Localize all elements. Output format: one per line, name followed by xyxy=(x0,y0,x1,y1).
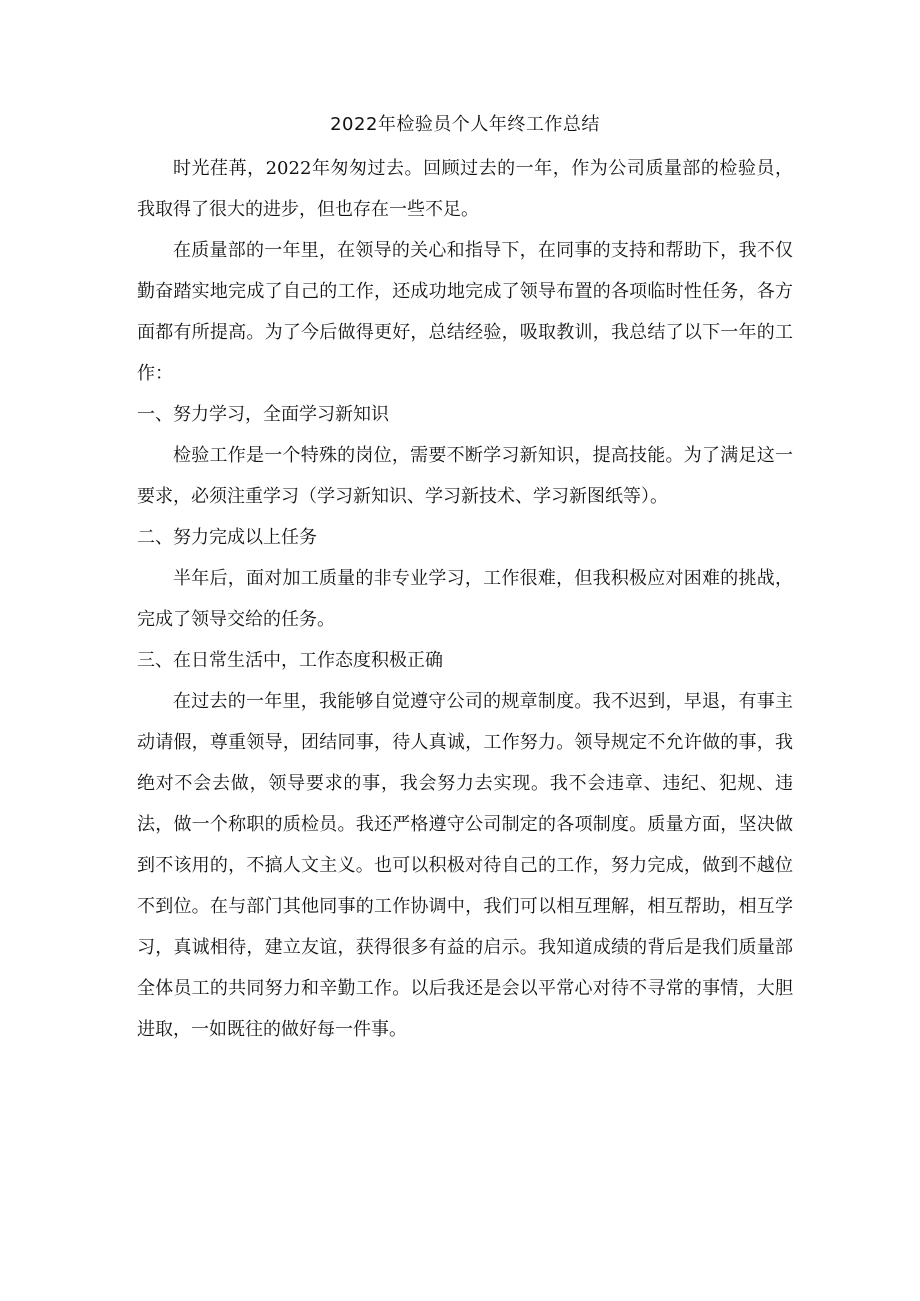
paragraph-section-3: 在过去的一年里，我能够自觉遵守公司的规章制度。我不迟到，早退，有事主动请假，尊重领导，团结同事，待人真诚，工作努力。领导规定不允许做的事，我绝对不会去做，领导要求的事，我会努力去实现。我不会违章、违纪、犯规、违法，做一个称职的质检员。我还严格遵守公司制定的各项制度。质量方面，坚决做到不该用的，不搞人文主义。也可以积极对待自己的工作，努力完成，做到不越位不到位。在与部门其他同事的工作协调中，我们可以相互理解，相互帮助，相互学习，真诚相待，建立友谊，获得很多有益的启示。我知道成绩的背后是我们质量部全体员工的共同努力和辛勤工作。以后我还是会以平常心对待不寻常的事情，大胆进取，一如既往的做好每一件事。 xyxy=(137,691,793,1040)
document-title: 2022年检验员个人年终工作总结 xyxy=(330,114,600,135)
section-heading-3: 三、在日常生活中，工作态度积极正确 xyxy=(137,650,443,671)
section-heading-1: 一、努力学习，全面学习新知识 xyxy=(137,404,389,425)
paragraph-section-2: 半年后，面对加工质量的非专业学习，工作很难，但我积极应对困难的挑战，完成了领导交给的任务。 xyxy=(137,568,793,630)
paragraph-overview: 在质量部的一年里，在领导的关心和指导下，在同事的支持和帮助下，我不仅勤奋踏实地完成了自己的工作，还成功地完成了领导布置的各项临时性任务，各方面都有所提高。为了今后做得更好，总结经验，吸取教训，我总结了以下一年的工作： xyxy=(137,240,793,384)
section-heading-2: 二、努力完成以上任务 xyxy=(137,527,317,548)
document-body xyxy=(137,110,793,1050)
paragraph-section-1: 检验工作是一个特殊的岗位，需要不断学习新知识，提高技能。为了满足这一要求，必须注重学习（学习新知识、学习新技术、学习新图纸等）。 xyxy=(137,445,793,507)
paragraph-intro: 时光荏苒，2022年匆匆过去。回顾过去的一年，作为公司质量部的检验员，我取得了很大的进步，但也存在一些不足。 xyxy=(137,158,793,220)
